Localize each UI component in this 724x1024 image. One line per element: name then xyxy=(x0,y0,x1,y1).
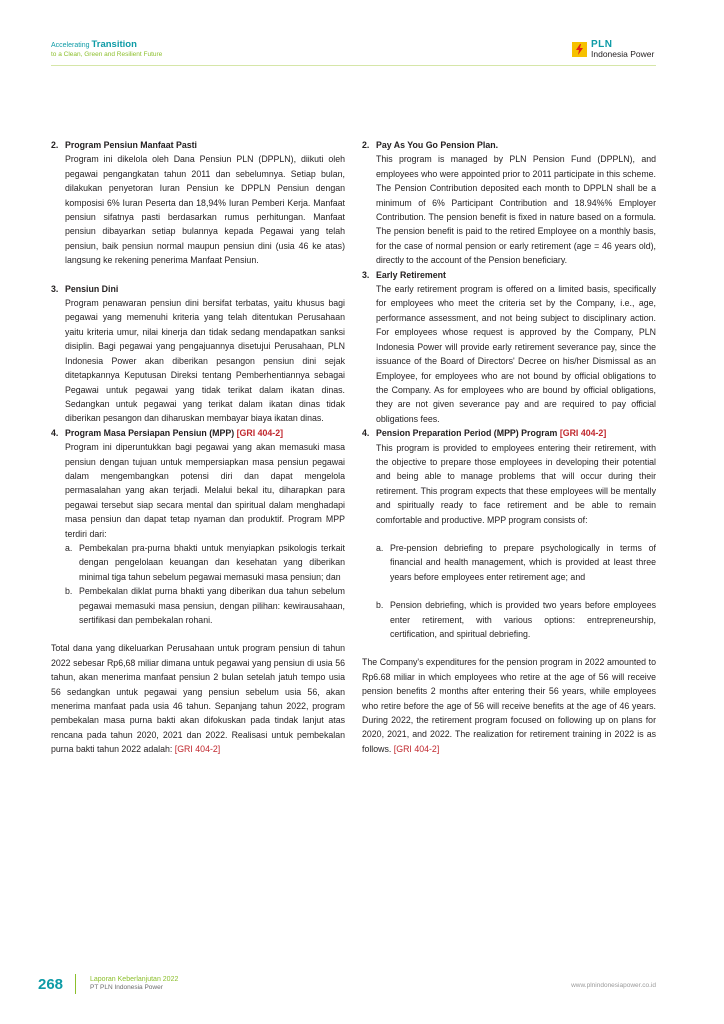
closing-paragraph xyxy=(51,641,345,756)
item-number: 2. xyxy=(362,140,370,150)
gri-reference: [GRI 404-2] xyxy=(236,427,284,438)
list-item xyxy=(362,426,656,641)
sub-item xyxy=(65,541,345,584)
gri-reference: [GRI 404-2] xyxy=(393,743,440,754)
pln-logo xyxy=(572,40,654,59)
sub-item-letter: a. xyxy=(376,542,384,553)
left-column xyxy=(51,138,345,757)
tagline-main: Transition xyxy=(91,39,137,50)
sub-item-letter: a. xyxy=(65,542,73,553)
list-item xyxy=(51,426,345,628)
item-title: Early Retirement xyxy=(376,269,446,280)
item-title: Program Masa Persiapan Pensiun (MPP) xyxy=(65,427,235,438)
list-item xyxy=(51,138,345,268)
item-paragraph: Program penawaran pensiun dini bersifat terbatas, yaitu khusus bagi pegawai yang memenuhi kriteria yang telah ditentukan Perusahaan yaitu kriteria umur, nilai kinerja dan tidak sedang mendapatkan sanksi disiplin. Bagi pegawai yang pengajuannya disetujui Perusahaan, PLN Indonesia Power akan diberikan pesangon pensiun dini sejak ditetapkannya Keputusan Direksi tentang Pemberhentiannya sebagai Pegawai untuk pegawai yang tidak terikat dalam ikatan dinas. Sedangkan untuk pegawai yang terikat dalam ikatan dinas tidak diberikan pesangon dan diharuskan membayar biaya ikatan dinas. xyxy=(65,298,345,424)
list-item xyxy=(51,282,345,426)
item-paragraph: This program is provided to employees entering their retirement, with the objective to prepare those employees in developing their potential and being able to manage problems that will occur during their retirement. This program expects that these employees will be mentally and spiritually ready to face retirement and be able to remain comfortable and productive. MPP program consists of: xyxy=(376,442,656,525)
item-number: 4. xyxy=(362,428,370,439)
item-title: Pay As You Go Pension Plan. xyxy=(376,140,499,150)
sub-item-text: Pembekalan diklat purna bhakti yang diberikan dua tahun sebelum pegawai memasuki masa pensiun, dengan pilihan: kewirausahaan, sertifikasi dan pembekalan rohani. xyxy=(79,586,345,625)
closing-paragraph xyxy=(362,655,656,756)
lightning-icon xyxy=(572,42,587,57)
item-number: 3. xyxy=(362,269,370,280)
header-divider xyxy=(51,65,656,66)
item-number: 3. xyxy=(51,283,59,294)
page-number: 268 xyxy=(38,976,64,993)
item-title: Program Pensiun Manfaat Pasti xyxy=(65,140,197,150)
footer-report-info xyxy=(90,976,178,992)
sub-item xyxy=(376,598,656,641)
tagline-subtitle: to a Clean, Green and Resilient Future xyxy=(51,50,163,58)
logo-subname: Indonesia Power xyxy=(591,49,655,59)
sub-item xyxy=(65,584,345,627)
item-paragraph: Program ini dikelola oleh Dana Pensiun PLN (DPPLN), diikuti oleh pegawai pengangkatan tahun 2011 dan sebelumnya. Setiap bulan, dilakukan penyetoran Iuran Pensiun ke DPPLN Pensiun dengan komposisi 6% Iuran Peserta dan 18,94% Iuran Pemberi Kerja. Manfaat pensiun sifatnya pasti berdasarkan rumus perhitungan. Manfaat pensiun dibayarkan setiap bulannya kepada Pegawai yang telah pensiun, baik pensiun normal maupun pensiun dini (usia 46 ke atas) langsung ke rekening penerima Manfaat Pensiun. xyxy=(65,154,345,266)
gri-reference: [GRI 404-2] xyxy=(174,744,221,755)
sub-item-letter: b. xyxy=(376,600,384,611)
list-item xyxy=(362,268,656,426)
sub-item-text: Pre-pension debriefing to prepare psychologically in terms of financial and health management, which is provided at least three years before employees enter retirement age; and xyxy=(390,542,656,582)
item-title: Pensiun Dini xyxy=(65,283,119,294)
logo-name: PLN xyxy=(591,39,613,50)
item-paragraph: Program ini diperuntukkan bagi pegawai yang akan memasuki masa pensiun dengan tujuan untuk mempersiapkan masa pensiun pegawai dalam mengembangkan potensi diri dan dapat mengelola permasalahan yang akan terjadi. Melalui bekal itu, diharapkan para pegawai tersebut siap secara mental dan spiritual dalam menghadapi masa pensiun dan dapat tetap nyaman dan produktif. Program MPP terdiri dari: xyxy=(65,442,345,539)
gri-reference: [GRI 404-2] xyxy=(559,428,607,439)
sub-item-text: Pension debriefing, which is provided two years before employees enter retirement, with various options: entrepreneurship, certification, and spiritual debriefing. xyxy=(390,600,656,639)
report-title: Laporan Keberlanjutan 2022 xyxy=(90,976,179,983)
company-name: PT PLN Indonesia Power xyxy=(90,984,163,992)
footer-divider xyxy=(75,974,76,994)
right-column xyxy=(362,138,656,756)
item-paragraph: This program is managed by PLN Pension Fund (DPPLN), and employees who were appointed prior to 2011 participate in this scheme. The Pension Contribution deposited each month to DPPLN shall be a minimum of 6% Participant Contribution and 18.94%% Employer Contribution. The pension benefit is fixed in nature based on a formula. The pension benefit is paid to the retired Employee on a monthly basis, for the case of normal pension or early retirement (age = 46 years old), directly to the account of the Pension beneficiary. xyxy=(376,154,656,266)
closing-text: The Company's expenditures for the pension program in 2022 amounted to Rp6.68 miliar in which employees who retire at the age of 56 will receive pension benefits 2 months after entering their 56 years, while employees who retire before the age of 56 will receive benefits at the age of 46 years. During 2022, the retirement program focused on following up on plans for 2020, 2021, and 2022. The realization for retirement training in 2022 is as follows. xyxy=(362,657,656,754)
sub-item-letter: b. xyxy=(65,586,73,597)
sub-item xyxy=(376,541,656,584)
tagline-prefix: Accelerating xyxy=(51,42,90,49)
item-paragraph: The early retirement program is offered on a limited basis, specifically for employees who meet the criteria set by the Company, i.e., age, performance assessment, and not being subject to disciplinary action. For employees whose request is approved by the Company, PLN Indonesia Power will provide early retirement severance pay, since the issuance of the Board of Directors' Decree on his/her Dismissal as an Employee, for employees who are not bound by official obligations to the Company. As for employees who are bound by official obligations, they are not given severance pay and are required to pay official obligations fees. xyxy=(376,284,656,424)
header-tagline xyxy=(51,40,162,58)
item-number: 2. xyxy=(51,140,59,150)
item-number: 4. xyxy=(51,427,59,438)
closing-text: Total dana yang dikeluarkan Perusahaan untuk program pensiun di tahun 2022 sebesar Rp6,68 miliar dimana untuk pegawai yang pensiun di usia 56 tahun, akan menerima manfaat pensiun 2 bulan setelah jatuh tempo usia 56 sedangkan untuk pegawai yang pensiun sebelum usia 56, akan menerima manfaat pada usia 46 tahun. Sepanjang tahun 2022, program pembekalan masa purna bakti akan difokuskan pada tindak lanjut atas rencana pada tahun 2020, 2021 dan 2022. Realisasi untuk pembekalan purna bakti tahun 2022 adalah: xyxy=(51,643,345,755)
website-url: www.plnindonesiapower.co.id xyxy=(571,982,656,989)
sub-item-text: Pembekalan pra-purna bhakti untuk menyiapkan psikologis terkait dengan pengelolaan keuangan dan kesehatan yang diberikan minimal tiga tahun sebelum pegawai memasuki masa pensiun; dan xyxy=(79,542,345,582)
item-title: Pension Preparation Period (MPP) Program xyxy=(376,428,558,439)
list-item xyxy=(362,138,656,268)
